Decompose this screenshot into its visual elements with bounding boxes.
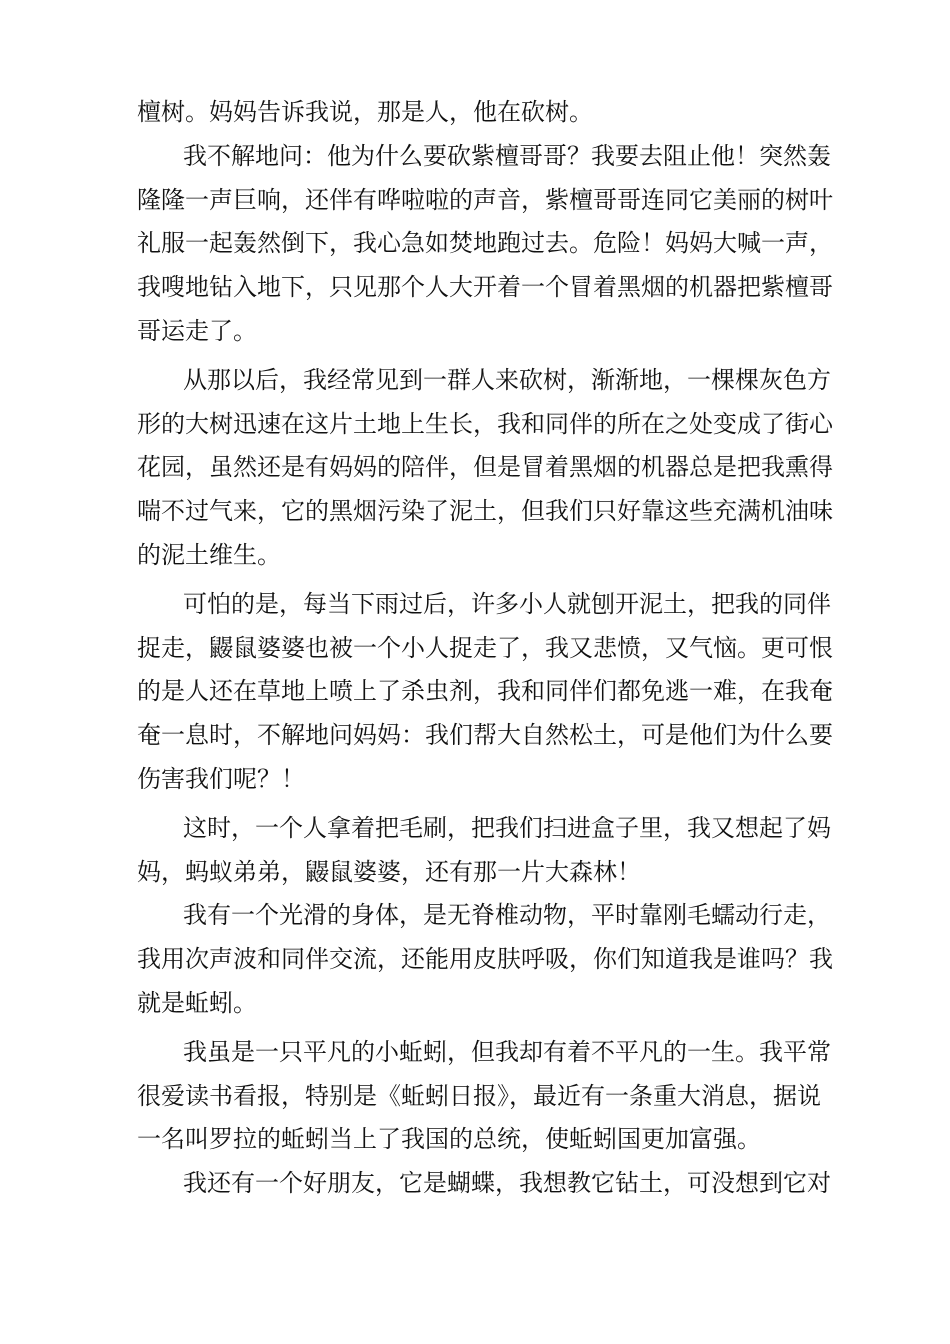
paragraph <box>137 359 833 578</box>
text-line: 可怕的是，每当下雨过后，许多小人就刨开泥土，把我的同伴 <box>183 589 831 618</box>
body-text <box>137 91 833 1206</box>
text-line: 的泥土维生。 <box>137 540 281 569</box>
paragraph <box>137 1162 831 1206</box>
text-line: 从那以后，我经常见到一群人来砍树，渐渐地，一棵棵灰色方 <box>183 365 831 394</box>
text-line: 伤害我们呢？！ <box>137 764 305 793</box>
text-line: 捉走，鼹鼠婆婆也被一个小人捉走了，我又悲愤，又气恼。更可恨 <box>137 633 833 662</box>
text-line: 我有一个光滑的身体，是无脊椎动物，平时靠刚毛蠕动行走， <box>183 901 831 930</box>
paragraph <box>137 1031 831 1162</box>
text-line: 我不解地问：他为什么要砍紫檀哥哥？我要去阻止他！突然轰 <box>183 141 831 170</box>
text-line: 檀树。妈妈告诉我说，那是人，他在砍树。 <box>137 98 593 126</box>
text-line: 这时，一个人拿着把毛刷，把我们扫进盒子里，我又想起了妈 <box>183 813 831 842</box>
text-line: 我嗖地钻入地下，只见那个人大开着一个冒着黑烟的机器把紫檀哥 <box>137 273 833 302</box>
text-line: 哥运走了。 <box>137 316 257 345</box>
text-line: 喘不过气来，它的黑烟污染了泥土，但我们只好靠这些充满机油味 <box>137 497 833 526</box>
paragraph <box>137 807 831 895</box>
paragraph <box>137 135 833 354</box>
text-line: 我还有一个好朋友，它是蝴蝶，我想教它钻土，可没想到它对 <box>183 1169 831 1198</box>
paragraph <box>137 894 833 1025</box>
paragraph <box>137 583 833 802</box>
text-line: 很爱读书看报，特别是《蚯蚓日报》，最近有一条重大消息，据说 <box>137 1081 821 1110</box>
text-line: 妈，蚂蚁弟弟，鼹鼠婆婆，还有那一片大森林！ <box>137 857 641 886</box>
text-line: 形的大树迅速在这片土地上生长，我和同伴的所在之处变成了街心 <box>137 409 833 438</box>
text-line: 一名叫罗拉的蚯蚓当上了我国的总统，使蚯蚓国更加富强。 <box>137 1125 761 1154</box>
text-line: 我虽是一只平凡的小蚯蚓，但我却有着不平凡的一生。我平常 <box>183 1037 831 1066</box>
text-line: 花园，虽然还是有妈妈的陪伴，但是冒着黑烟的机器总是把我熏得 <box>137 453 833 482</box>
paragraph <box>137 91 805 135</box>
text-line: 我用次声波和同伴交流，还能用皮肤呼吸，你们知道我是谁吗？我 <box>137 945 833 974</box>
text-line: 就是蚯蚓。 <box>137 988 257 1017</box>
text-line: 奄一息时，不解地问妈妈：我们帮大自然松土，可是他们为什么要 <box>137 721 833 750</box>
text-line: 隆隆一声巨响，还伴有哗啦啦的声音，紫檀哥哥连同它美丽的树叶 <box>137 185 833 214</box>
text-line: 礼服一起轰然倒下，我心急如焚地跑过去。危险！妈妈大喊一声， <box>137 229 833 258</box>
text-line: 的是人还在草地上喷上了杀虫剂，我和同伴们都免逃一难，在我奄 <box>137 677 833 706</box>
